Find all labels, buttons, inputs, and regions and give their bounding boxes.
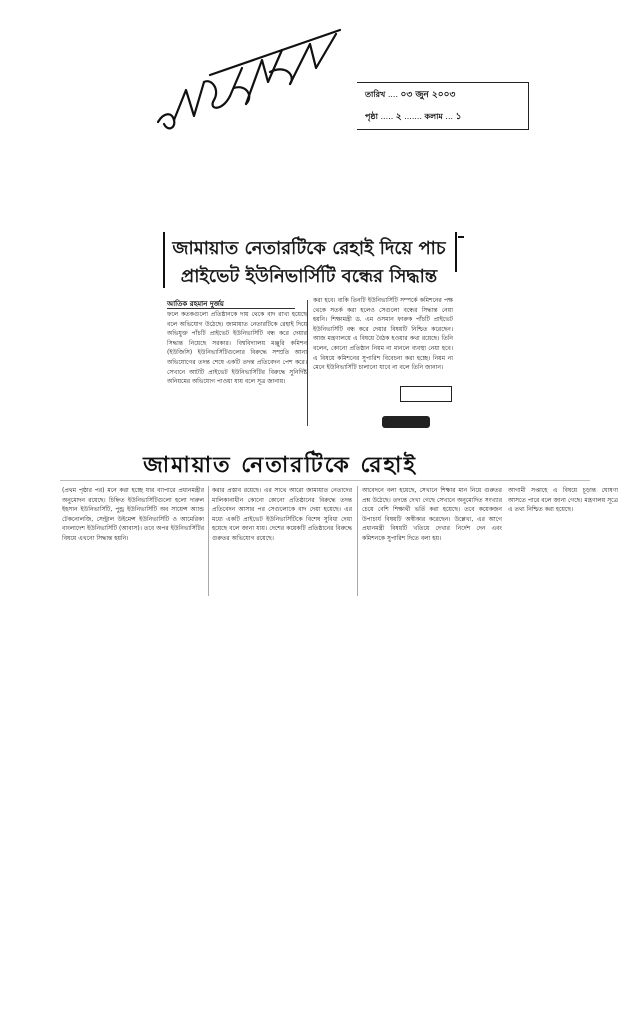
article-column-1: [167, 310, 307, 428]
continuation-column-3-text: আবেদনে বলা হয়েছে, সেখানে শিক্ষার মান নিয়ে গুরুতর প্রশ্ন উঠেছে। তদন্তে দেখা গেছে সেখানে অনুমোদিত সংখ্যার চেয়ে বেশি শিক্ষার্থী ভর্তি করা হয়েছে। তবে কয়েকজন উপাচার্য বিষয়টি অস্বীকার করেছেন। উল্লেখ্য, এর আগে প্রধানমন্ত্রী বিষয়টি খতিয়ে দেখার নির্দেশ দেন এবং কমিশনকে সুপারিশ দিতে বলা হয়।: [362, 487, 502, 542]
column-divider: [307, 300, 308, 426]
article-column-1-text: ফলে কতকগুলো প্রতিষ্ঠানকে দায় থেকে বাদ রাখা হয়েছে বলে অভিযোগ উঠেছে। জামায়াত নেতারটিকে রেহাই দিয়ে অভিযুক্ত পাঁচটি প্রাইভেট ইউনিভার্সিটি বন্ধ করে দেয়ার সিদ্ধান্ত নিয়েছে সরকার। বিশ্ববিদ্যালয় মঞ্জুরি কমিশন (ইউজিসি) ইউনিভার্সিটিগুলোর বিরুদ্ধে সম্প্রতি আনা অভিযোগের তদন্ত শেষে একটি তদন্ত প্রতিবেদন পেশ করে। সেখানে আটটি প্রাইভেট ইউনিভার্সিটির বিরুদ্ধে সুনির্দিষ্ট অনিয়মের অভিযোগ পাওয়া যায় বলে সূত্র জানায়।: [167, 311, 307, 386]
stamp-column-label: কলাম: [424, 112, 443, 121]
continuation-column-3: [362, 486, 502, 602]
continuation-divider-1: [208, 486, 209, 596]
stamp-page-value: ২: [395, 112, 402, 122]
continuation-column-1: [62, 486, 204, 602]
clipping-stamp: [357, 82, 529, 130]
handwritten-newspaper-name: [150, 20, 350, 140]
stamp-date-value: ০৩ জুন ২০০৩: [400, 90, 456, 100]
headline-line-2: প্রাইভেট ইউনিভার্সিটি বন্ধের সিদ্ধান্ত: [180, 266, 438, 287]
article-column-2-text: করা হবে। বাকি তিনটি ইউনিভার্সিটি সম্পর্কে কমিশনের পক্ষ থেকে সতর্ক করা হলেও সেগুলো বন্ধের সিদ্ধান্ত নেয়া হয়নি। শিক্ষামন্ত্রী ড. এম ওসমান ফারুক পাঁচটি প্রাইভেট ইউনিভার্সিটি বন্ধ করে দেয়ার বিষয়টি নিশ্চিত করেছেন। আজ মন্ত্রণালয়ে এ বিষয়ে বৈঠক হওয়ার কথা রয়েছে। তিনি বলেন, কোনো প্রতিষ্ঠান নিয়ম না মানলে ব্যবস্থা নেয়া হবে। এ বিষয়ে কমিশনের সুপারিশ বিবেচনা করা হচ্ছে। নিয়ম না মেনে ইউনিভার্সিটি চালানো যাবে না বলে তিনি জানান।: [313, 297, 453, 372]
article-column-2: [313, 296, 453, 428]
continuation-divider-2: [357, 486, 358, 596]
stamp-date-label: তারিখ: [365, 90, 386, 99]
clipping-right-rule: [455, 232, 457, 272]
continuation-column-2-text: করার প্রস্তাব রয়েছে। এর সাথে আরো জামায়াত নেতাদের মালিকানাধীন কোনো কোনো প্রতিষ্ঠানের বিরুদ্ধে তদন্ত প্রতিবেদন আসার পর সেগুলোকে বাদ দেয়া হয়েছে। এর মধ্যে একটি প্রাইভেট ইউনিভার্সিটিকে বিশেষ সুবিধা দেয়া হয়েছে বলে জানা যায়। দেশের কয়েকটি প্রতিষ্ঠানের বিরুদ্ধে গুরুতর অভিযোগ রয়েছে।: [212, 487, 352, 542]
continuation-column-4: [508, 486, 618, 586]
byline: আতিক রহমান দুর্জয়: [167, 300, 224, 308]
continuation-column-2: [212, 486, 352, 602]
stamp-page-label: পৃষ্ঠা: [365, 112, 378, 121]
photocopy-ink-blot: [382, 416, 430, 428]
continuation-column-1-text: (প্রথম পৃষ্ঠার পর) মনে করা হচ্ছে যার ব্যাপারে প্রধানমন্ত্রীর অনুমোদন রয়েছে। চিহ্নিত ইউনিভার্সিটিগুলো হলো দারুল ইহসান ইউনিভার্সিটি, পুন্ড্র ইউনিভার্সিটি অব সায়েন্স অ্যান্ড টেকনোলজি, সেন্ট্রাল উইমেন্স ইউনিভার্সিটি ও আমেরিকা বাংলাদেশ ইউনিভার্সিটি (আবাস)। তবে অপর ইউনিভার্সিটির বিষয়ে এখনো সিদ্ধান্ত হয়নি।: [62, 487, 204, 542]
headline-line-1: জামায়াত নেতারটিকে রেহাই দিয়ে পাচ: [172, 238, 446, 259]
byline-rule: [167, 308, 295, 309]
continuation-column-4-text: আগামী সপ্তাহে এ বিষয়ে চূড়ান্ত ঘোষণা আসতে পারে বলে জানা গেছে। মন্ত্রণালয় সূত্রে এ তথ্য নিশ্চিত করা হয়েছে।: [508, 487, 618, 514]
stamp-column-value: ১: [455, 112, 462, 122]
continuation-title: জামায়াত নেতারটিকে রেহাই: [143, 452, 417, 478]
photocopy-smudge: [400, 386, 452, 402]
stamp-page-row: পৃষ্ঠা ..... ২ ....... কলাম ... ১: [365, 112, 462, 122]
stamp-date-row: তারিখ .... ০৩ জুন ২০০৩: [365, 90, 456, 100]
clipping-mark: [458, 236, 464, 238]
continuation-rule: [60, 480, 590, 481]
